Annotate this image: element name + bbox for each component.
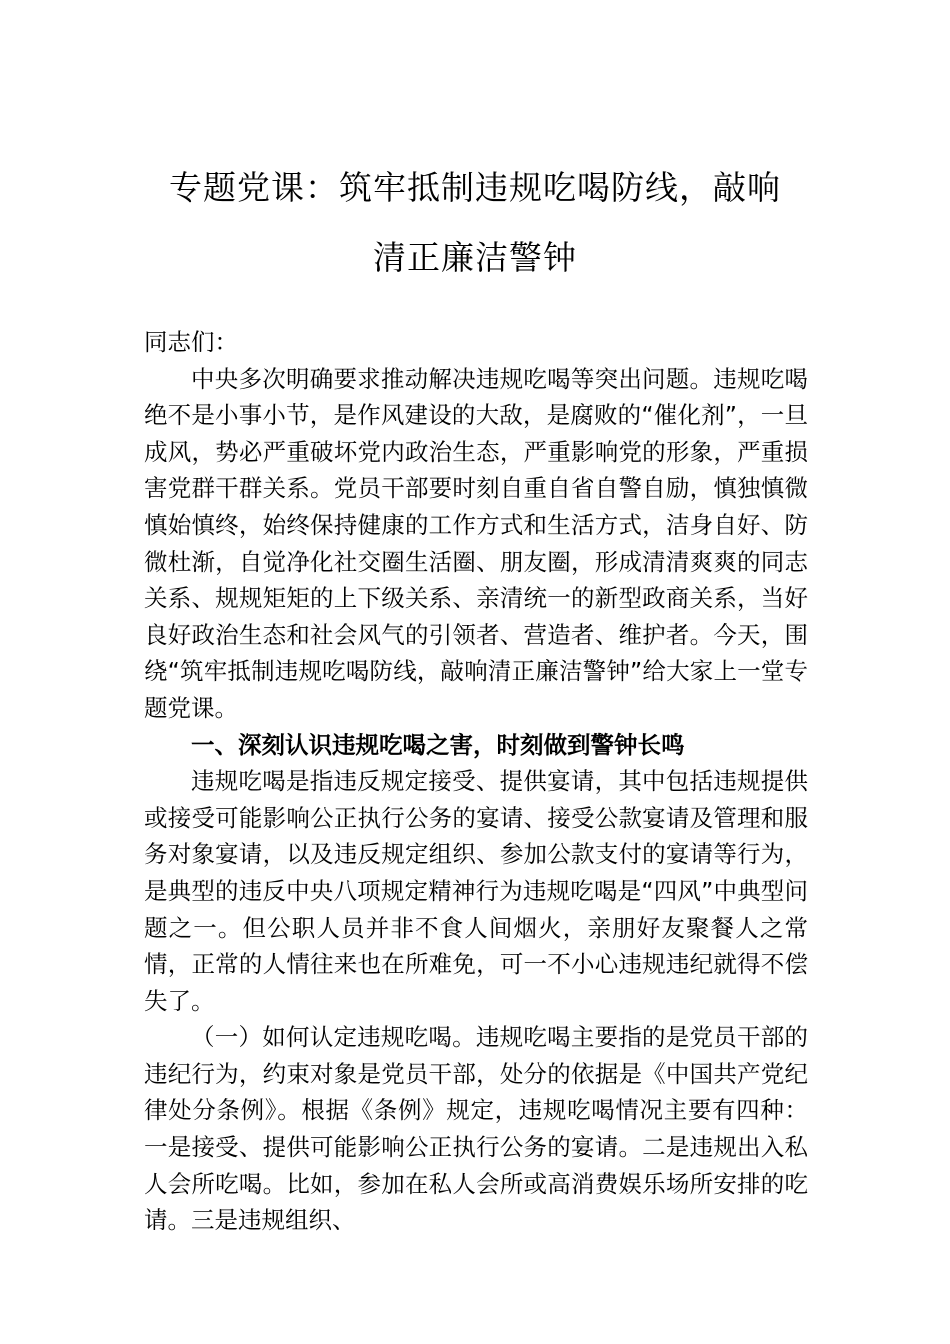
document-title-line-2: 清正廉洁警钟 [373,238,577,277]
salutation: 同志们： [144,328,238,356]
section-heading: 一、深刻认识违规吃喝之害，时刻做到警钟长鸣 [191,730,685,759]
section-paragraph: 违规吃喝是指违反规定接受、提供宴请，其中包括违规提供或接受可能影响公正执行公务的宴请、接受公款宴请及管理和服务对象宴请，以及违反规定组织、参加公款支付的宴请等行为，是典型的违反中央八项规定精神行为违规吃喝是“四风”中典型问题之一。但公职人员并非不食人间烟火，亲朋好友聚餐人之常情，正常的人情往来也在所难免，可一不小心违规违纪就得不偿失了。 [144,767,808,1015]
document-title-line-1: 专题党课：筑牢抵制违规吃喝防线，敲响 [169,168,781,207]
section-paragraph: （一）如何认定违规吃喝。违规吃喝主要指的是党员干部的违纪行为，约束对象是党员干部，处分的依据是《中国共产党纪律处分条例》。根据《条例》规定，违规吃喝情况主要有四种：一是接受、提供可能影响公正执行公务的宴请。二是违规出入私人会所吃喝。比如，参加在私人会所或高消费娱乐场所安排的吃请。三是违规组织、 [144,1023,808,1235]
document-body [144,324,808,1239]
intro-paragraph: 中央多次明确要求推动解决违规吃喝等突出问题。违规吃喝绝不是小事小节，是作风建设的大敌，是腐败的“催化剂”，一旦成风，势必严重破坏党内政治生态，严重影响党的形象，严重损害党群干群关系。党员干部要时刻自重自省自警自励，慎独慎微慎始慎终，始终保持健康的工作方式和生活方式，洁身自好、防微杜渐，自觉净化社交圈生活圈、朋友圈，形成清清爽爽的同志关系、规规矩矩的上下级关系、亲清统一的新型政商关系，当好良好政治生态和社会风气的引领者、营造者、维护者。今天，围绕“筑牢抵制违规吃喝防线，敲响清正廉洁警钟”给大家上一堂专题党课。 [144,364,808,722]
